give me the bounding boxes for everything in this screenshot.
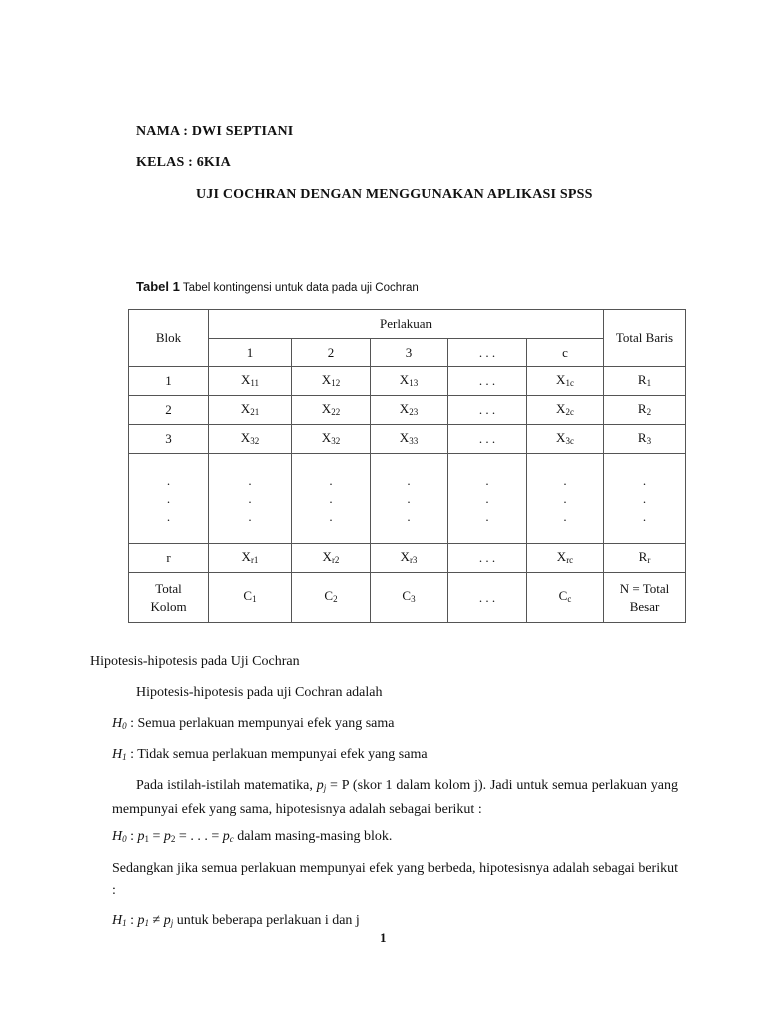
grand-total: N = Total Besar [604,573,686,623]
student-name: NAMA : DWI SEPTIANI [136,124,294,139]
ellipsis-cell: . . . [604,454,686,544]
col-total: $C_2$ [292,573,371,623]
table-caption-text: Tabel kontingensi untuk data pada uji Cochran [182,282,419,294]
table-cell: $X_{11}$ [209,367,292,396]
row-label: r [129,544,209,573]
table-cell: $X_{13}$ [371,367,448,396]
ellipsis-cell: . . . [527,454,604,544]
table-cell: $X_{r3}$ [371,544,448,573]
ellipsis-cell: . . . [292,454,371,544]
table-cell: $X_{32}$ [292,425,371,454]
table-cell: $X_{rc}$ [527,544,604,573]
page-number: 1 [380,930,387,945]
table-row-totals [129,573,686,623]
table-cell: $X_{3c}$ [527,425,604,454]
header-perlakuan: Perlakuan [209,310,604,339]
col-header: c [527,339,604,367]
table-cell: . . . [448,367,527,396]
table-cell: $X_{2c}$ [527,396,604,425]
table-cell: $X_{23}$ [371,396,448,425]
ellipsis-cell: . . . [209,454,292,544]
student-class: KELAS : 6KIA [136,155,231,170]
paragraph-alternative: Sedangkan jika semua perlakuan mempunyai efek yang berbeda, hipotesisnya adalah sebagai berikut : [112,861,678,898]
table-row [129,544,686,573]
header-total-baris: Total Baris [604,310,686,367]
col-header: 3 [371,339,448,367]
table-cell: $X_{r2}$ [292,544,371,573]
paragraph-math: Pada istilah-istilah matematika, $p_j = P$ (skor 1 dalam kolom j). Jadi untuk semua perlakuan yang mempunyai efek yang sama, hipotesisnya adalah sebagai berikut : [112,778,679,817]
row-total: $R_r$ [604,544,686,573]
contingency-table [128,309,686,623]
table-row-ellipsis [129,454,686,544]
row-label: 1 [129,367,209,396]
col-header: . . . [448,339,527,367]
col-total: $C_c$ [527,573,604,623]
table-row [129,367,686,396]
table-cell: $X_{1c}$ [527,367,604,396]
row-label: 2 [129,396,209,425]
table-cell: . . . [448,396,527,425]
intro-text: Hipotesis-hipotesis pada uji Cochran adalah [136,685,383,700]
table-cell: . . . [448,544,527,573]
row-total: $R_2$ [604,396,686,425]
table-row [129,425,686,454]
table-cell: $X_{r1}$ [209,544,292,573]
table-cell: $X_{22}$ [292,396,371,425]
row-label: 3 [129,425,209,454]
document-title: UJI COCHRAN DENGAN MENGGUNAKAN APLIKASI SPSS [196,187,593,202]
table-cell: $X_{12}$ [292,367,371,396]
ellipsis-cell: . . . [371,454,448,544]
col-header: 1 [209,339,292,367]
table-cell: . . . [448,425,527,454]
col-total: $C_3$ [371,573,448,623]
header-blok: Blok [129,310,209,367]
table-cell: $X_{33}$ [371,425,448,454]
hypothesis-h0: $H_0$ : Semua perlakuan mempunyai efek yang sama [112,716,395,731]
table-row [129,396,686,425]
row-total: $R_3$ [604,425,686,454]
hypothesis-h1: $H_1$ : Tidak semua perlakuan mempunyai efek yang sama [112,747,428,762]
table-caption-label: Tabel 1 [136,279,180,294]
section-heading: Hipotesis-hipotesis pada Uji Cochran [90,654,300,669]
table-cell: $X_{21}$ [209,396,292,425]
table-cell: $X_{32}$ [209,425,292,454]
equation-h1: $H_1$ : $p_1 \ne p_j$ untuk beberapa perlakuan i dan j [112,913,360,928]
col-total: . . . [448,573,527,623]
table-caption [136,279,419,294]
col-total: $C_1$ [209,573,292,623]
row-total: $R_1$ [604,367,686,396]
total-kolom-label: Total Kolom [129,573,209,623]
equation-h0: $H_0$ : $p_1 = p_2$ = . . . = $p_c$ dalam masing-masing blok. [112,829,393,844]
col-header: 2 [292,339,371,367]
ellipsis-cell: . . . [448,454,527,544]
ellipsis-cell: . . . [129,454,209,544]
